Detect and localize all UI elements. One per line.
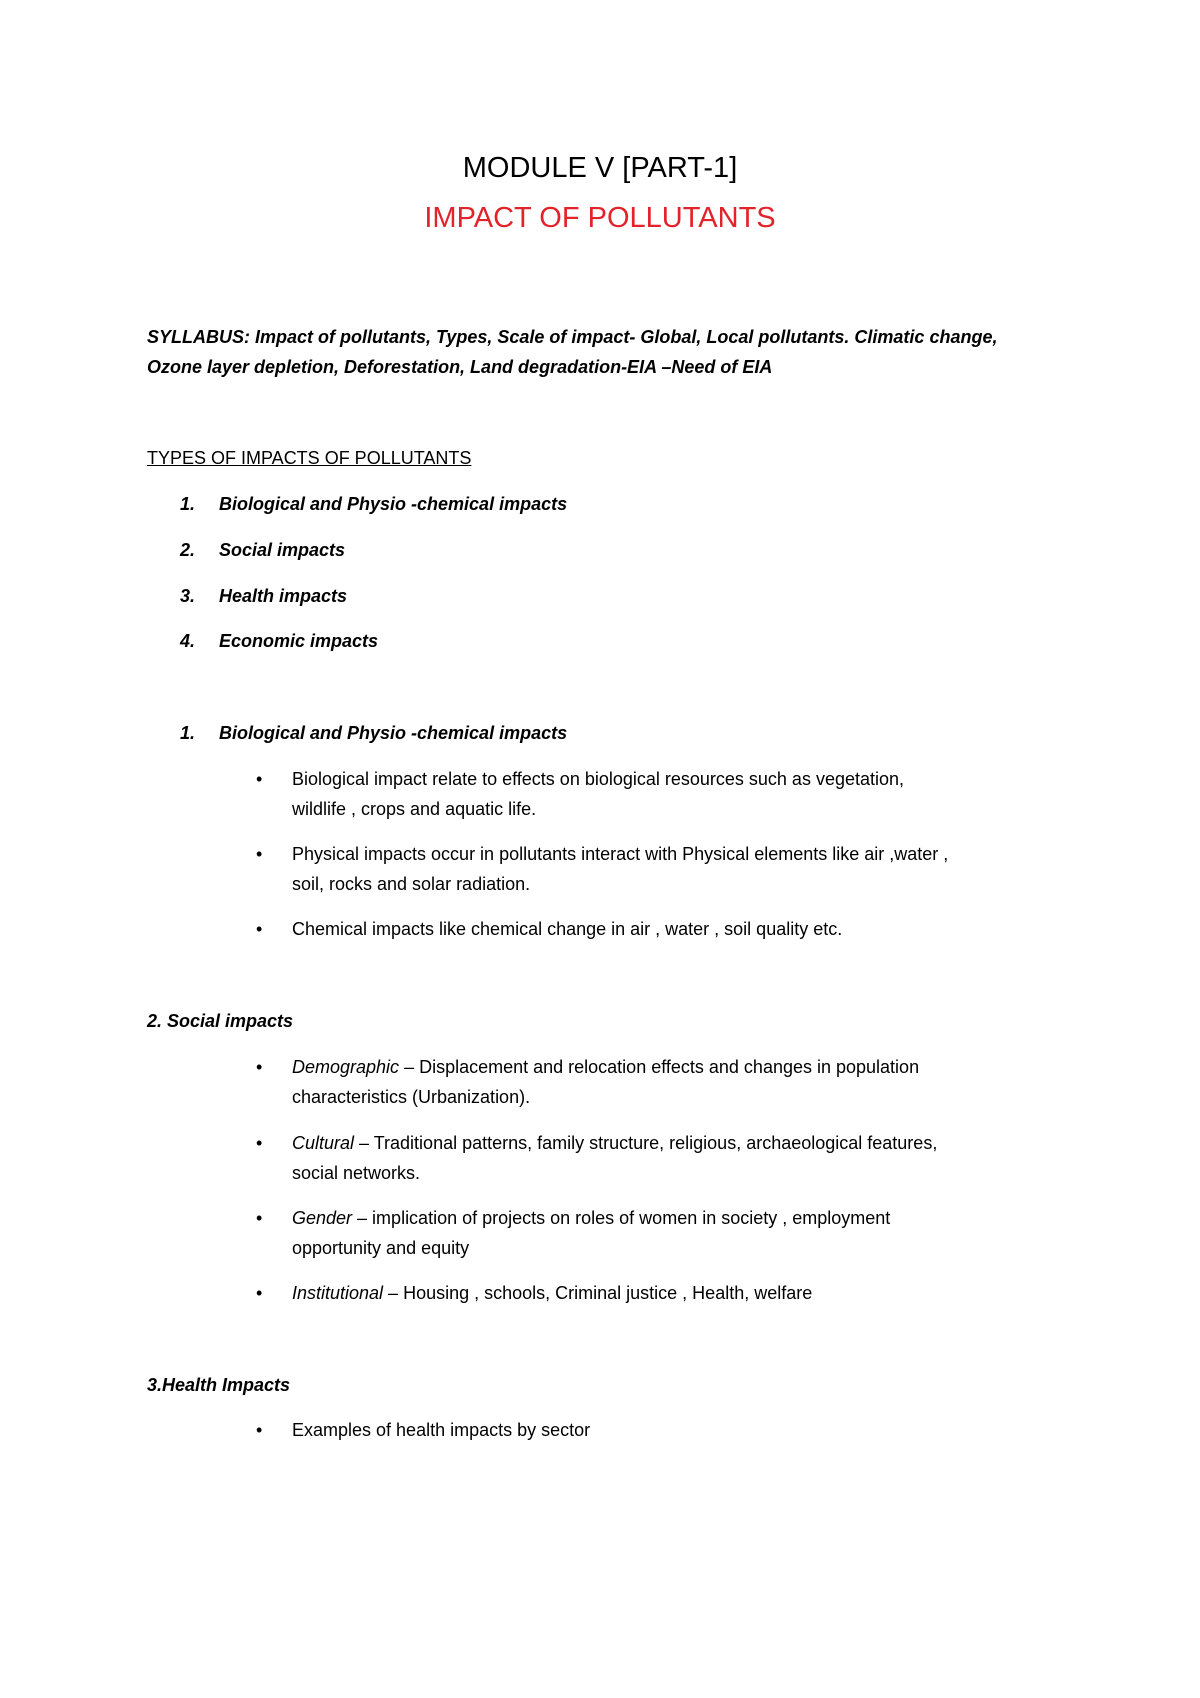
- health-bullet: Examples of health impacts by sector: [292, 1420, 591, 1440]
- type-item: Health impacts: [219, 586, 348, 606]
- social-bullet: Cultural – Traditional patterns, family structure, religious, archaeological features, social networks.: [292, 1133, 938, 1183]
- bio-section-heading: Biological and Physio -chemical impacts: [219, 723, 568, 743]
- bio-bullet: Chemical impacts like chemical change in air , water , soil quality etc.: [292, 919, 843, 939]
- bullet-icon: •: [256, 1420, 263, 1440]
- bullet-icon: •: [256, 1133, 263, 1153]
- bullet-icon: •: [256, 844, 263, 864]
- type-item: Economic impacts: [219, 631, 379, 651]
- type-number: 3.: [180, 586, 196, 606]
- bullet-icon: •: [256, 769, 263, 789]
- bio-bullet: Biological impact relate to effects on biological resources such as vegetation, wildlife , crops and aquatic life.: [292, 769, 905, 819]
- types-heading: TYPES OF IMPACTS OF POLLUTANTS: [147, 448, 472, 468]
- type-number: 1.: [180, 494, 196, 514]
- social-bullet: Demographic – Displacement and relocation effects and changes in population characteristics (Urbanization).: [292, 1057, 920, 1107]
- type-item: Biological and Physio -chemical impacts: [219, 494, 568, 514]
- social-section-heading: 2. Social impacts: [147, 1011, 294, 1031]
- bio-section-number: 1.: [180, 723, 196, 743]
- type-number: 2.: [180, 540, 196, 560]
- type-item: Social impacts: [219, 540, 346, 560]
- social-bullet: Institutional – Housing , schools, Criminal justice , Health, welfare: [292, 1283, 813, 1303]
- syllabus-line-2: Ozone layer depletion, Deforestation, Land degradation-EIA –Need of EIA: [147, 357, 773, 377]
- type-number: 4.: [180, 631, 196, 651]
- bio-bullet: Physical impacts occur in pollutants interact with Physical elements like air ,water , soil, rocks and solar radiation.: [292, 844, 949, 894]
- bullet-icon: •: [256, 1283, 263, 1303]
- syllabus-line-1: SYLLABUS: Impact of pollutants, Types, Scale of impact- Global, Local pollutants. Climatic change,: [147, 327, 998, 347]
- bullet-icon: •: [256, 1208, 263, 1228]
- health-section-heading: 3.Health Impacts: [147, 1375, 291, 1395]
- social-bullet: Gender – implication of projects on roles of women in society , employment opportunity and equity: [292, 1208, 891, 1258]
- bullet-icon: •: [256, 919, 263, 939]
- page-subtitle: IMPACT OF POLLUTANTS: [424, 202, 776, 234]
- syllabus: [147, 322, 1067, 382]
- page-title: MODULE V [PART-1]: [462, 152, 738, 184]
- bullet-icon: •: [256, 1057, 263, 1077]
